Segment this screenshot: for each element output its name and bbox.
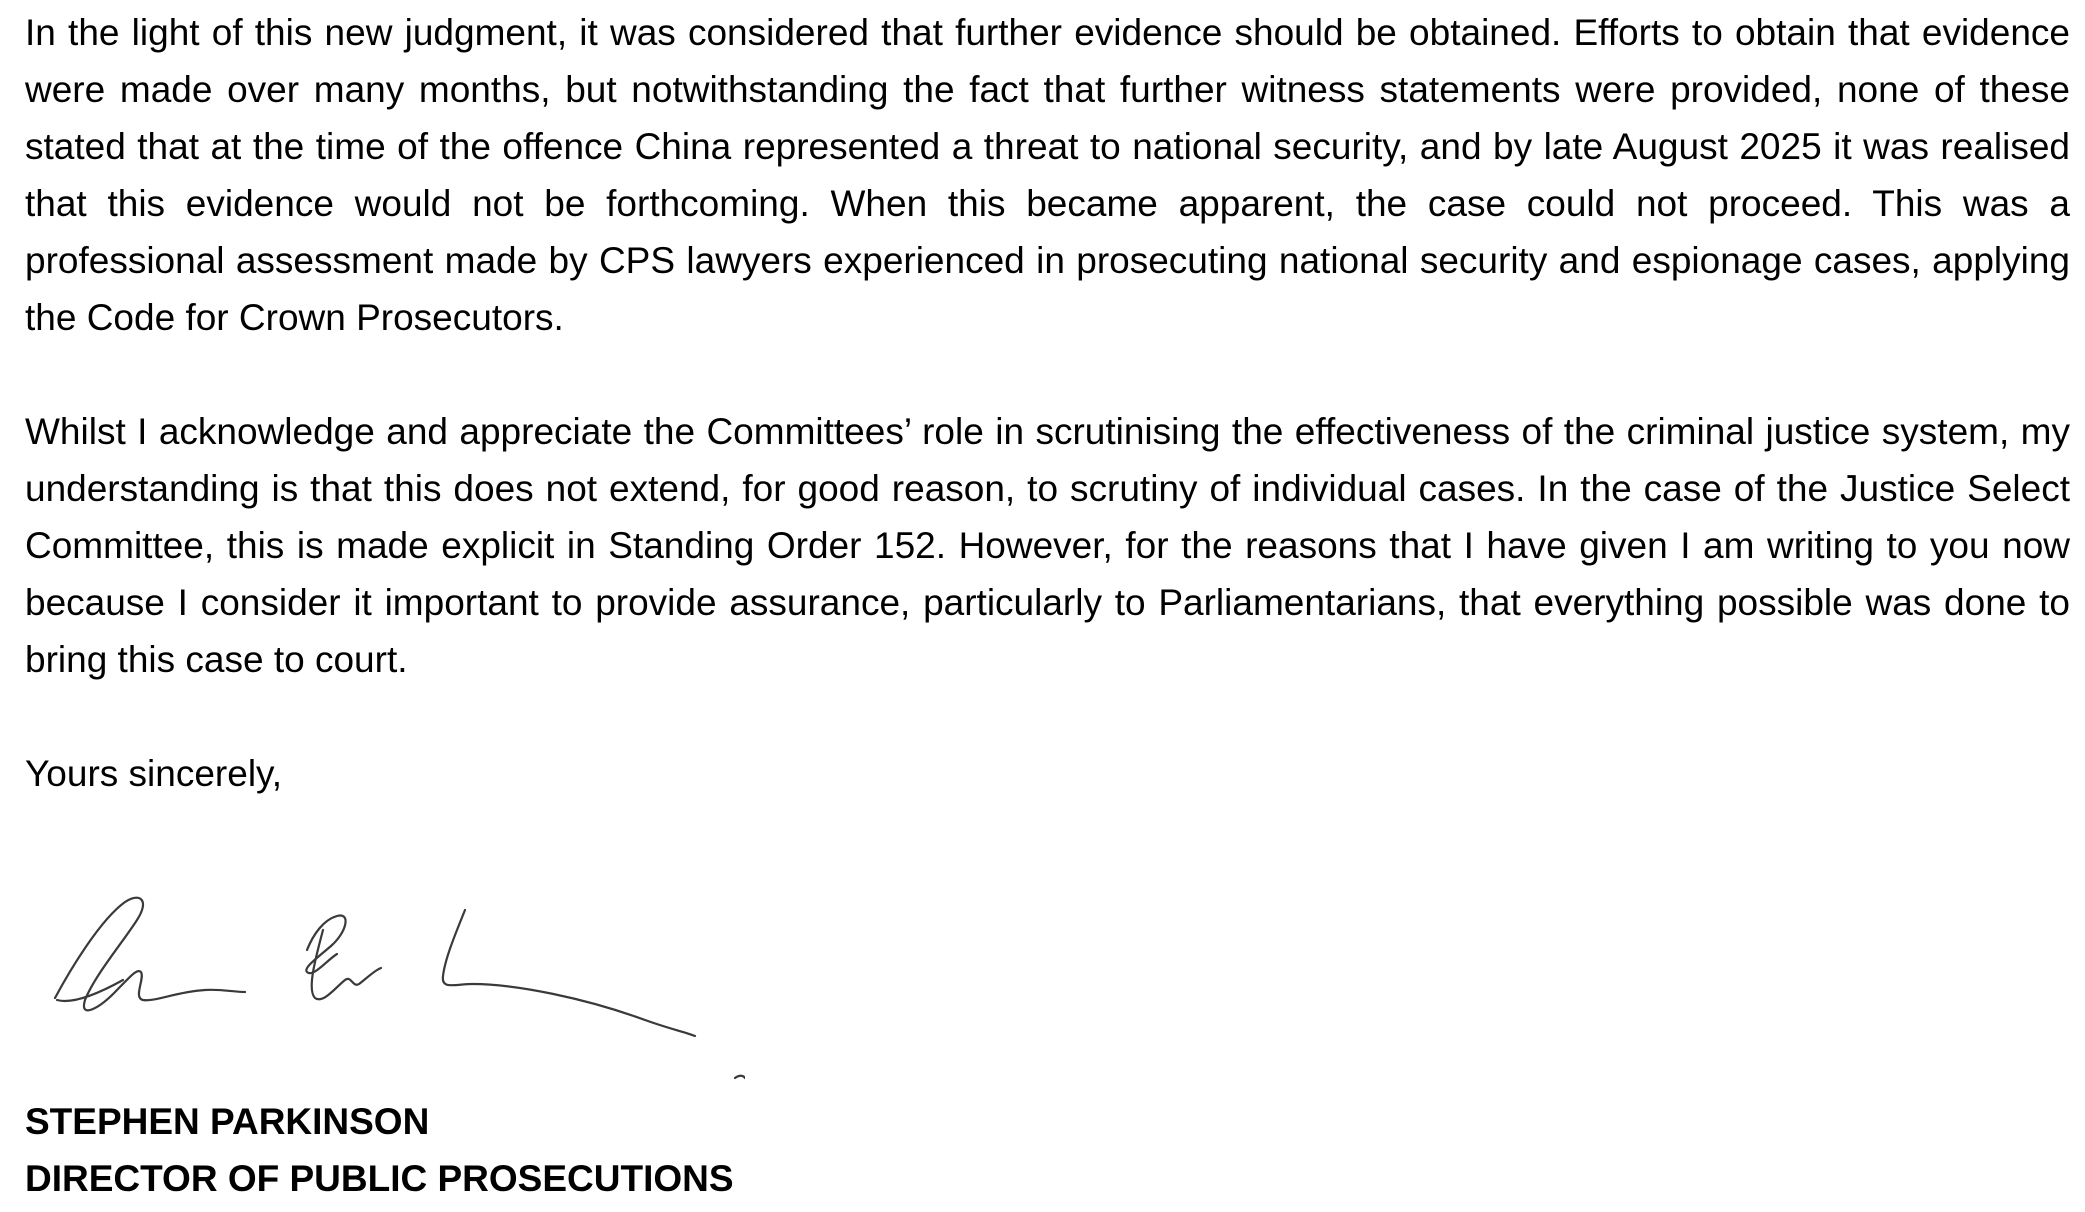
letter-body bbox=[25, 4, 2070, 688]
signatory-title: DIRECTOR OF PUBLIC PROSECUTIONS bbox=[25, 1158, 734, 1199]
closing-salutation: Yours sincerely, bbox=[25, 753, 283, 794]
paragraph-evidence: In the light of this new judgment, it was considered that further evidence should be obtained. Efforts to obtain that evidence were made over many months, but notwithstanding the fact that further witness statements were provided, none of these stated that at the time of the offence China represented a threat to national security, and by late August 2025 it was realised that this evidence would not be forthcoming. When this became apparent, the case could not proceed. This was a professional assessment made by CPS lawyers experienced in prosecuting national security and espionage cases, applying the Code for Crown Prosecutors. bbox=[25, 12, 2070, 338]
signatory-name: STEPHEN PARKINSON bbox=[25, 1101, 430, 1142]
handwritten-signature-icon bbox=[45, 880, 745, 1080]
paragraph-committees: Whilst I acknowledge and appreciate the Committees’ role in scrutinising the effectiveness of the criminal justice system, my understanding is that this does not extend, for good reason, to scrutiny of individual cases. In the case of the Justice Select Committee, this is made explicit in Standing Order 152. However, for the reasons that I have given I am writing to you now because I consider it important to provide assurance, particularly to Parliamentarians, that everything possible was done to bring this case to court. bbox=[25, 411, 2070, 680]
signature-block bbox=[25, 1093, 734, 1207]
